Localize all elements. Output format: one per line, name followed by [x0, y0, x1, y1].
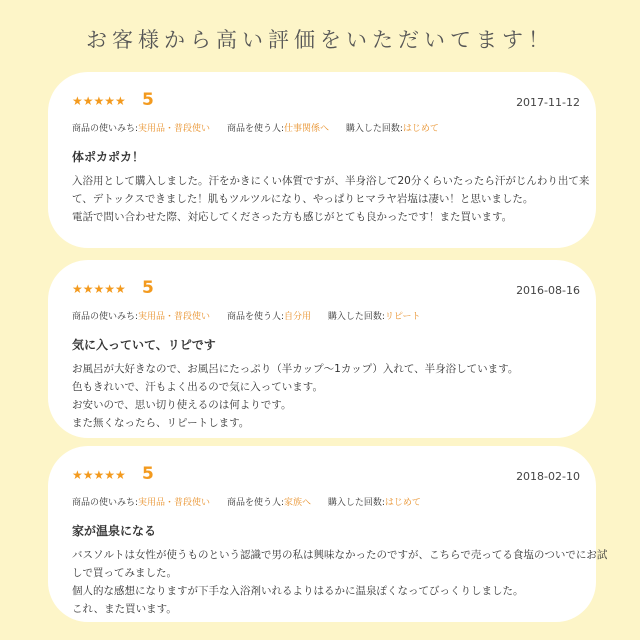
review-date: 2016-08-16: [516, 284, 580, 297]
review-line: お安いので、思い切り使えるのは何よりです。: [72, 399, 292, 411]
usage-label: 商品の使いみち:: [72, 124, 139, 134]
times-label: 購入した回数:: [345, 124, 403, 134]
page-title: お客様から高い評価をいただいてます！: [86, 28, 554, 52]
review-meta: [72, 121, 439, 134]
review-date: 2018-02-10: [516, 470, 580, 483]
rating-score: 5: [142, 90, 154, 110]
usage-value: 実用品・普段使い: [138, 124, 211, 134]
review-card: [48, 446, 608, 622]
times-value: はじめて: [384, 498, 421, 508]
review-line: て、デトックスできました！肌もツルツルになり、やっぱりヒマラヤ岩塩は凄い！と思いました。: [72, 193, 534, 205]
review-card: [48, 260, 596, 438]
usage-label: 商品の使いみち:: [72, 498, 139, 508]
usage-value: 実用品・普段使い: [138, 312, 211, 322]
user-label: 商品を使う人:: [226, 498, 284, 508]
star-rating-icon: ★★★★★: [72, 282, 126, 296]
review-line: しで買ってみました。: [72, 567, 177, 579]
user-value: 家族へ: [283, 498, 311, 508]
review-line: 色もきれいで、汗もよく出るので気に入っています。: [72, 381, 323, 393]
review-header: [72, 92, 580, 114]
review-card: [48, 72, 596, 248]
review-line: これ、また買います。: [72, 603, 177, 615]
times-label: 購入した回数:: [327, 498, 385, 508]
user-value: 自分用: [283, 312, 311, 322]
review-title: 体ポカポカ！: [72, 150, 145, 164]
usage-label: 商品の使いみち:: [72, 312, 139, 322]
rating-score: 5: [142, 464, 154, 484]
review-line: バスソルトは女性が使うものという認識で男の私は興味なかったのですが、こちらで売ってる食塩のついでにお試: [72, 549, 608, 561]
review-line: また無くなったら、リピートします。: [72, 417, 250, 429]
review-line: 入浴用として購入しました。汗をかきにくい体質ですが、半身浴して20分くらいたったら汗がじんわり出て来: [72, 175, 590, 187]
review-header: [72, 466, 580, 488]
review-title: 気に入っていて、リピです: [72, 338, 216, 352]
times-label: 購入した回数:: [327, 312, 385, 322]
review-header: [72, 280, 580, 302]
rating-score: 5: [142, 278, 154, 298]
usage-value: 実用品・普段使い: [138, 498, 211, 508]
times-value: はじめて: [402, 124, 439, 134]
review-line: 電話で問い合わせた際、対応してくださった方も感じがとても良かったです！また買います。: [72, 211, 513, 223]
user-label: 商品を使う人:: [226, 124, 284, 134]
user-value: 仕事関係へ: [283, 124, 329, 134]
review-meta: [72, 495, 421, 508]
star-rating-icon: ★★★★★: [72, 94, 126, 108]
review-meta: [72, 309, 421, 322]
times-value: リピート: [384, 312, 421, 322]
review-body: [72, 546, 608, 618]
review-title: 家が温泉になる: [72, 524, 157, 538]
star-rating-icon: ★★★★★: [72, 468, 126, 482]
review-line: 個人的な感想になりますが下手な入浴剤いれるよりはるかに温泉ぽくなってびっくりしました。: [72, 585, 524, 597]
review-date: 2017-11-12: [516, 96, 580, 109]
review-body: [72, 172, 590, 226]
review-line: お風呂が大好きなので、お風呂にたっぷり（半カップ～1カップ）入れて、半身浴しています。: [72, 363, 519, 375]
review-body: [72, 360, 582, 432]
user-label: 商品を使う人:: [226, 312, 284, 322]
